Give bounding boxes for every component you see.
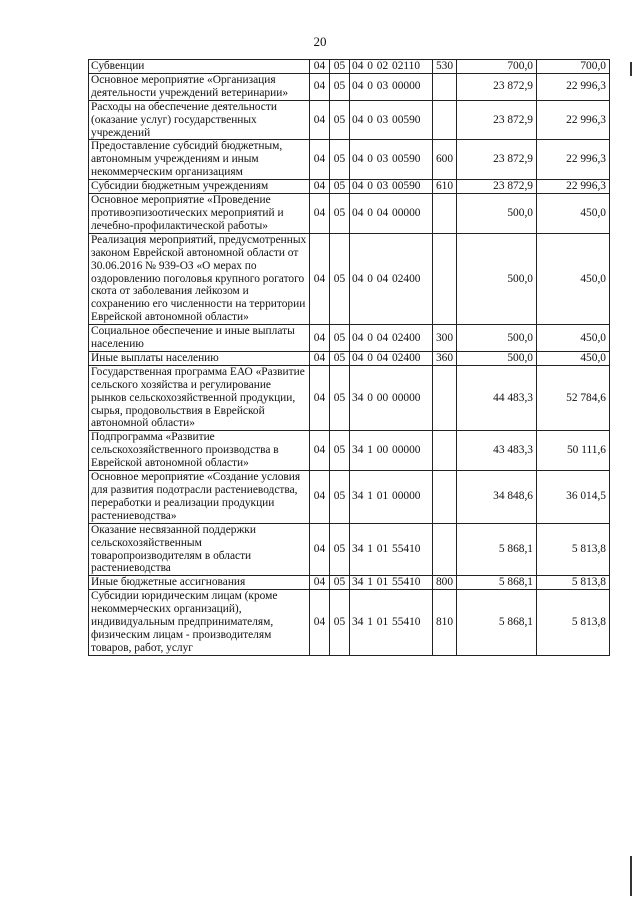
row-subsection-code: 05 — [330, 576, 350, 590]
table-row — [89, 590, 610, 656]
row-target-article-code: 34 1 01 55410 — [350, 576, 433, 590]
row-amount-2: 22 996,3 — [537, 180, 610, 194]
row-section-code: 04 — [310, 471, 330, 524]
row-name: Основное мероприятие «Организация деятельности учреждений ветеринарии» — [89, 73, 310, 100]
row-expense-type-code: 600 — [433, 140, 457, 180]
table-row — [89, 73, 610, 100]
row-section-code: 04 — [310, 233, 330, 324]
table-row — [89, 523, 610, 576]
row-subsection-code: 05 — [330, 194, 350, 234]
row-section-code: 04 — [310, 100, 330, 140]
row-expense-type-code: 810 — [433, 590, 457, 656]
row-amount-1: 5 868,1 — [457, 576, 537, 590]
row-amount-1: 500,0 — [457, 233, 537, 324]
row-target-article-code: 04 0 04 02400 — [350, 351, 433, 365]
row-amount-2: 5 813,8 — [537, 576, 610, 590]
row-section-code: 04 — [310, 431, 330, 471]
row-section-code: 04 — [310, 60, 330, 74]
row-expense-type-code — [433, 431, 457, 471]
row-expense-type-code: 300 — [433, 325, 457, 352]
row-target-article-code: 04 0 03 00590 — [350, 180, 433, 194]
row-amount-1: 23 872,9 — [457, 180, 537, 194]
row-section-code: 04 — [310, 351, 330, 365]
row-target-article-code: 04 0 04 02400 — [350, 325, 433, 352]
row-expense-type-code — [433, 365, 457, 431]
row-target-article-code: 34 1 01 00000 — [350, 471, 433, 524]
row-name: Субвенции — [89, 60, 310, 74]
row-subsection-code: 05 — [330, 365, 350, 431]
page-number: 20 — [313, 34, 327, 49]
table-row — [89, 431, 610, 471]
row-amount-2: 450,0 — [537, 325, 610, 352]
row-amount-1: 500,0 — [457, 351, 537, 365]
row-name: Расходы на обеспечение деятельности (оказание услуг) государственных учреждений — [89, 100, 310, 140]
row-name: Иные выплаты населению — [89, 351, 310, 365]
row-section-code: 04 — [310, 576, 330, 590]
row-amount-1: 43 483,3 — [457, 431, 537, 471]
row-subsection-code: 05 — [330, 351, 350, 365]
row-amount-1: 34 848,6 — [457, 471, 537, 524]
table-row — [89, 325, 610, 352]
row-target-article-code: 04 0 03 00590 — [350, 140, 433, 180]
row-subsection-code: 05 — [330, 100, 350, 140]
row-target-article-code: 34 1 00 00000 — [350, 431, 433, 471]
row-name: Подпрограмма «Развитие сельскохозяйственного производства в Еврейской автономной области» — [89, 431, 310, 471]
table-row — [89, 180, 610, 194]
row-target-article-code: 34 1 01 55410 — [350, 590, 433, 656]
row-amount-1: 5 868,1 — [457, 590, 537, 656]
row-expense-type-code — [433, 471, 457, 524]
row-target-article-code: 04 0 02 02110 — [350, 60, 433, 74]
row-expense-type-code — [433, 73, 457, 100]
row-target-article-code: 04 0 04 02400 — [350, 233, 433, 324]
row-amount-2: 5 813,8 — [537, 590, 610, 656]
row-amount-2: 450,0 — [537, 233, 610, 324]
row-name: Оказание несвязанной поддержки сельскохозяйственным товаропроизводителям в области растениеводства — [89, 523, 310, 576]
row-amount-1: 5 868,1 — [457, 523, 537, 576]
row-amount-1: 23 872,9 — [457, 100, 537, 140]
table-row — [89, 576, 610, 590]
row-name: Иные бюджетные ассигнования — [89, 576, 310, 590]
row-subsection-code: 05 — [330, 523, 350, 576]
row-name: Предоставление субсидий бюджетным, автономным учреждениям и иным некоммерческим организациям — [89, 140, 310, 180]
row-subsection-code: 05 — [330, 180, 350, 194]
row-section-code: 04 — [310, 180, 330, 194]
row-target-article-code: 34 1 01 55410 — [350, 523, 433, 576]
row-amount-1: 23 872,9 — [457, 140, 537, 180]
table-row — [89, 100, 610, 140]
table-row — [89, 471, 610, 524]
row-subsection-code: 05 — [330, 471, 350, 524]
row-target-article-code: 04 0 04 00000 — [350, 194, 433, 234]
row-amount-2: 700,0 — [537, 60, 610, 74]
row-expense-type-code — [433, 194, 457, 234]
row-subsection-code: 05 — [330, 233, 350, 324]
row-expense-type-code — [433, 523, 457, 576]
row-amount-2: 22 996,3 — [537, 100, 610, 140]
table-row — [89, 351, 610, 365]
row-name: Субсидии юридическим лицам (кроме некоммерческих организаций), индивидуальным предпринимателям, физическим лицам - производителям товаров, работ, услуг — [89, 590, 310, 656]
budget-table — [88, 59, 610, 656]
row-subsection-code: 05 — [330, 590, 350, 656]
row-subsection-code: 05 — [330, 325, 350, 352]
row-subsection-code: 05 — [330, 60, 350, 74]
row-amount-2: 22 996,3 — [537, 73, 610, 100]
margin-mark — [630, 856, 632, 896]
table-row — [89, 60, 610, 74]
row-section-code: 04 — [310, 523, 330, 576]
row-amount-1: 500,0 — [457, 194, 537, 234]
table-row — [89, 140, 610, 180]
row-amount-2: 22 996,3 — [537, 140, 610, 180]
row-amount-2: 5 813,8 — [537, 523, 610, 576]
row-subsection-code: 05 — [330, 73, 350, 100]
row-expense-type-code — [433, 100, 457, 140]
row-amount-2: 52 784,6 — [537, 365, 610, 431]
row-amount-1: 44 483,3 — [457, 365, 537, 431]
row-subsection-code: 05 — [330, 431, 350, 471]
row-amount-2: 450,0 — [537, 351, 610, 365]
row-section-code: 04 — [310, 365, 330, 431]
row-section-code: 04 — [310, 590, 330, 656]
row-amount-2: 50 111,6 — [537, 431, 610, 471]
row-amount-1: 23 872,9 — [457, 73, 537, 100]
row-name: Социальное обеспечение и иные выплаты населению — [89, 325, 310, 352]
row-expense-type-code: 360 — [433, 351, 457, 365]
margin-mark — [630, 62, 632, 76]
row-amount-1: 700,0 — [457, 60, 537, 74]
row-expense-type-code: 800 — [433, 576, 457, 590]
row-expense-type-code: 610 — [433, 180, 457, 194]
row-section-code: 04 — [310, 325, 330, 352]
row-target-article-code: 04 0 03 00590 — [350, 100, 433, 140]
table-row — [89, 233, 610, 324]
row-section-code: 04 — [310, 194, 330, 234]
row-expense-type-code: 530 — [433, 60, 457, 74]
table-row — [89, 194, 610, 234]
row-name: Основное мероприятие «Создание условия для развития подотрасли растениеводства, переработки и реализации продукции растениеводства» — [89, 471, 310, 524]
row-amount-2: 450,0 — [537, 194, 610, 234]
row-target-article-code: 04 0 03 00000 — [350, 73, 433, 100]
row-name: Основное мероприятие «Проведение противоэпизоотических мероприятий и лечебно-профилактической работы» — [89, 194, 310, 234]
row-subsection-code: 05 — [330, 140, 350, 180]
row-expense-type-code — [433, 233, 457, 324]
row-section-code: 04 — [310, 73, 330, 100]
table-body — [89, 60, 610, 656]
row-name: Реализация мероприятий, предусмотренных законом Еврейской автономной области от 30.06.2016 № 939-ОЗ «О мерах по оздоровлению поголовья крупного рогатого скота от заболевания лейкозом и сохранению его численности на территории Еврейской автономной области» — [89, 233, 310, 324]
row-name: Государственная программа ЕАО «Развитие сельского хозяйства и регулирование рынков сельскохозяйственной продукции, сырья, продовольствия в Еврейской автономной области» — [89, 365, 310, 431]
row-section-code: 04 — [310, 140, 330, 180]
table-row — [89, 365, 610, 431]
row-amount-2: 36 014,5 — [537, 471, 610, 524]
row-target-article-code: 34 0 00 00000 — [350, 365, 433, 431]
row-name: Субсидии бюджетным учреждениям — [89, 180, 310, 194]
row-amount-1: 500,0 — [457, 325, 537, 352]
